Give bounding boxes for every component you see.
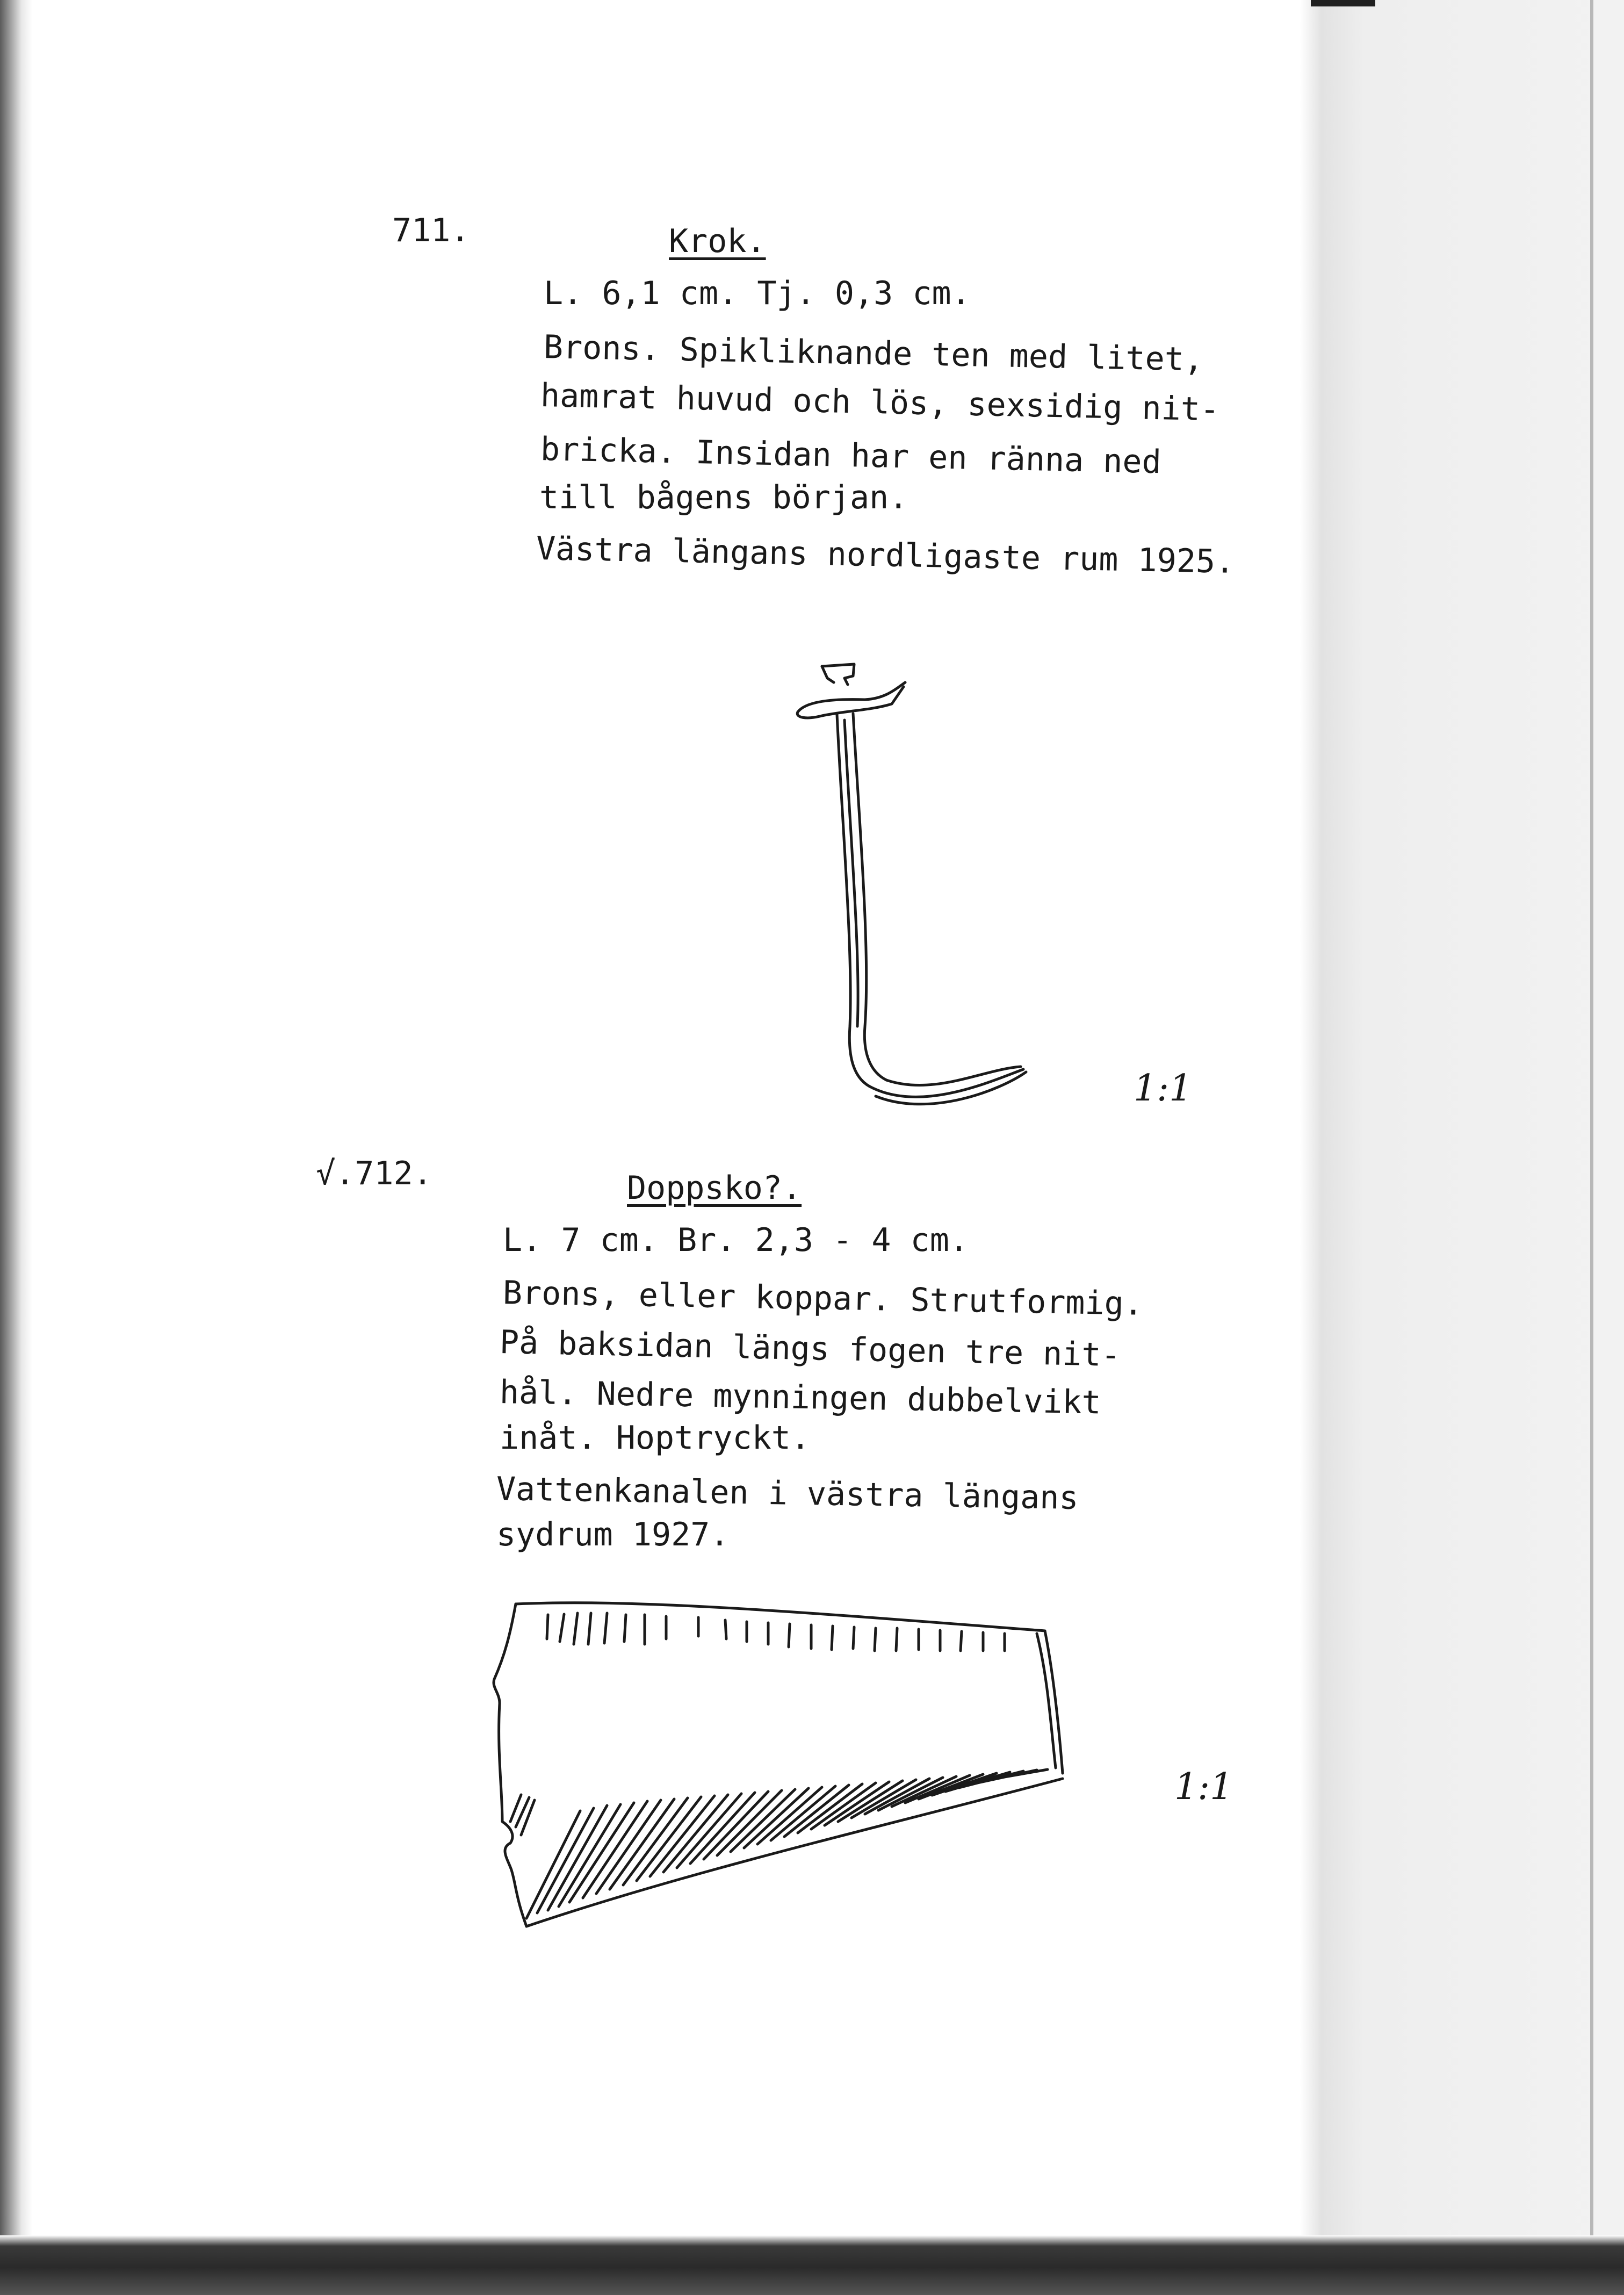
- scale-label: 1:1: [1174, 1766, 1233, 1808]
- right-page-edge: [1590, 0, 1593, 2295]
- entry-line: bricka. Insidan har en ränna ned: [540, 430, 1162, 481]
- bottom-scan-edge: [0, 2235, 1624, 2295]
- entry-title: Krok.: [669, 222, 766, 260]
- entry-line: Västra längans nordligaste rum 1925.: [536, 530, 1235, 581]
- entry-line: Brons. Spikliknande ten med litet,: [543, 328, 1204, 379]
- entry-line: Vattenkanalen i västra längans: [496, 1470, 1079, 1517]
- entry-line: L. 6,1 cm. Tj. 0,3 cm.: [544, 275, 971, 312]
- entry-line: till bågens början.: [539, 479, 908, 516]
- entry-line: sydrum 1927.: [496, 1516, 730, 1553]
- ferrule-drawing-icon: [478, 1591, 1080, 1945]
- entry-line: hamrat huvud och lös, sexsidig nit-: [540, 377, 1220, 429]
- entry-number: √.712.: [316, 1155, 432, 1192]
- right-page-shadow: [1300, 0, 1624, 2295]
- scale-label: 1:1: [1134, 1067, 1193, 1110]
- entry-line: Brons, eller koppar. Strutformig.: [502, 1274, 1144, 1323]
- entry-number: 711.: [392, 212, 470, 249]
- top-edge-mark: [1311, 0, 1375, 6]
- hook-drawing-icon: [784, 650, 1064, 1155]
- entry-line: På baksidan längs fogen tre nit-: [499, 1323, 1121, 1375]
- entry-title: Doppsko?.: [627, 1169, 802, 1207]
- entry-line: inåt. Hoptryckt.: [500, 1419, 810, 1457]
- entry-line: L. 7 cm. Br. 2,3 - 4 cm.: [503, 1221, 969, 1259]
- entry-line: hål. Nedre mynningen dubbelvikt: [499, 1373, 1102, 1422]
- left-binding-edge: [0, 0, 32, 2295]
